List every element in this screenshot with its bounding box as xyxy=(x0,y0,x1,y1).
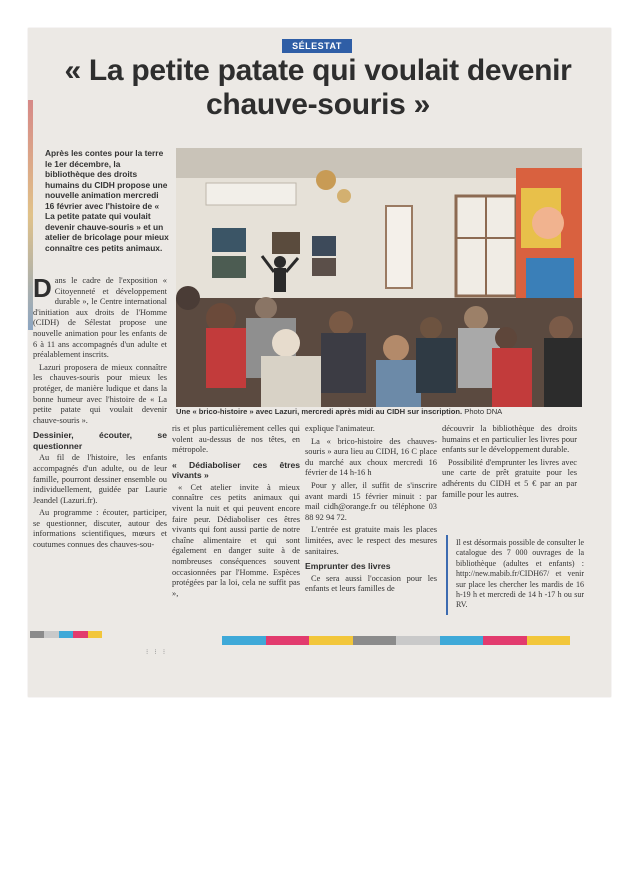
stripe-segment xyxy=(88,631,102,638)
article-column-4 xyxy=(442,424,577,502)
article-lede: Après les contes pour la terre le 1er décembre, la bibliothèque des droits humains du CIDH propose une nouvelle animation mercredi 16 février avec l'histoire de « La petite patate qui voulait devenir chauve-souris » et un atelier de bricolage pour mieux connaître ces petits animaux. xyxy=(45,148,169,253)
registration-marks: ⁝ ⁝ ⁝ xyxy=(146,649,167,657)
col3-paragraph-2: La « brico-histoire des chauves-souris » aura lieu au CIDH, 16 C place du marché aux choux mercredi 16 février de 14 h-16 h xyxy=(305,436,437,478)
stripe-segment xyxy=(44,631,58,638)
col1-paragraph-2: Lazuri proposera de mieux connaître les chauves-souris pour mieux les protéger, de manière ludique et dans la bonne humeur avec l'histoire de « La petite patate qui voulait devenir chauve-souris ». xyxy=(33,362,167,425)
col3-paragraph-5: Ce sera aussi l'occasion pour les enfants et leurs familles de xyxy=(305,573,437,594)
col1-paragraph-1: ans le cadre de l'exposition « Citoyenneté et développement durable », le Centre international d'initiation aux droits de l'Homme (CIDH) de Sélestat propose une nouvelle animation pour les enfants de 6 à 11 ans accompagnés d'un adulte et préalablement inscrits. xyxy=(33,276,167,360)
col3-paragraph-1: explique l'animateur. xyxy=(305,424,375,433)
col1-paragraph-4: Au programme : écouter, participer, se questionner, discuter, autour des informations scientifiques, mœurs et coutumes connues des chauves-sou- xyxy=(33,508,167,550)
stripe-segment xyxy=(483,636,527,645)
article-headline: « La petite patate qui voulait devenir chauve-souris » xyxy=(64,54,572,121)
info-box: Il est désormais possible de consulter le catalogue des 7 000 ouvrages de la bibliothèque (adultes et enfants) : http://new.mabib.fr/CIDH67/ et venir sur place les chercher les mardis de 16 h-19 h et mercredi de 14 h -17 h ou sur RV. xyxy=(446,535,587,615)
section-kicker: SÉLESTAT xyxy=(282,39,352,53)
stripe-segment xyxy=(30,631,44,638)
col3-paragraph-4: L'entrée est gratuite mais les places limitées, avec le respect des mesures sanitaires. xyxy=(305,525,437,556)
col2-paragraph-2: « Cet atelier invite à mieux connaître ces petits animaux qui vivent la nuit et qui peuvent encore faire peur. Dédiaboliser ces êtres vivants qui font aussi partie de notre chaîne alimentaire et qui sont également en danger suite à de nombreuses conséquences souvent occasionnées par l'Homme. Espèces protégées par la loi, cela ne suffit pas », xyxy=(172,482,300,598)
col2-subhead: « Dédiaboliser ces êtres vivants » xyxy=(172,459,300,481)
stripe-segment xyxy=(396,636,440,645)
col3-subhead: Emprunter des livres xyxy=(305,561,391,572)
col4-paragraph-1: découvrir la bibliothèque des droits humains et en particulier les livres pour enfants sur le développement durable. xyxy=(442,424,577,455)
col1-paragraph-3: Au fil de l'histoire, les enfants accompagnés d'un adulte, ou de leur famille, pourront dessiner ensemble ou individuellement, guidée par Laurie Jeandel (Lazuri.fr). xyxy=(33,453,167,505)
photo-credit: Photo DNA xyxy=(464,407,503,416)
stripe-segment xyxy=(59,631,73,638)
stripe-segment xyxy=(527,636,571,645)
stripe-segment xyxy=(309,636,353,645)
col2-paragraph-1: ris et plus particulièrement celles qui volent au-dessus de nos têtes, en métropole. xyxy=(172,424,300,455)
drop-cap: D xyxy=(33,273,52,303)
col3-paragraph-3: Pour y aller, il suffit de s'inscrire avant mardi 15 février minuit : par mail cidh@orange.fr ou téléphone 03 88 92 94 72. xyxy=(305,480,437,522)
col1-subhead: Dessinier, écouter, se questionner xyxy=(33,430,167,451)
caption-text: Une « brico-histoire » avec Lazuri, mercredi après midi au CIDH sur inscription. xyxy=(176,407,463,416)
article-photo xyxy=(176,148,582,407)
col4-paragraph-2: Possibilité d'emprunter les livres avec une carte de prêt gratuite pour les adhérents du CIDH et 5 € par an par famille pour les autres. xyxy=(442,457,577,499)
color-stripe-small xyxy=(30,631,102,638)
stripe-segment xyxy=(353,636,397,645)
article-column-3 xyxy=(305,424,437,597)
stripe-segment xyxy=(222,636,266,645)
color-stripe-large xyxy=(222,636,570,645)
article-column-1 xyxy=(33,273,167,553)
photo-caption xyxy=(176,407,586,417)
stripe-segment xyxy=(73,631,87,638)
workshop-photo-illustration xyxy=(176,148,582,407)
stripe-segment xyxy=(440,636,484,645)
stripe-segment xyxy=(266,636,310,645)
article-column-2 xyxy=(172,424,300,601)
